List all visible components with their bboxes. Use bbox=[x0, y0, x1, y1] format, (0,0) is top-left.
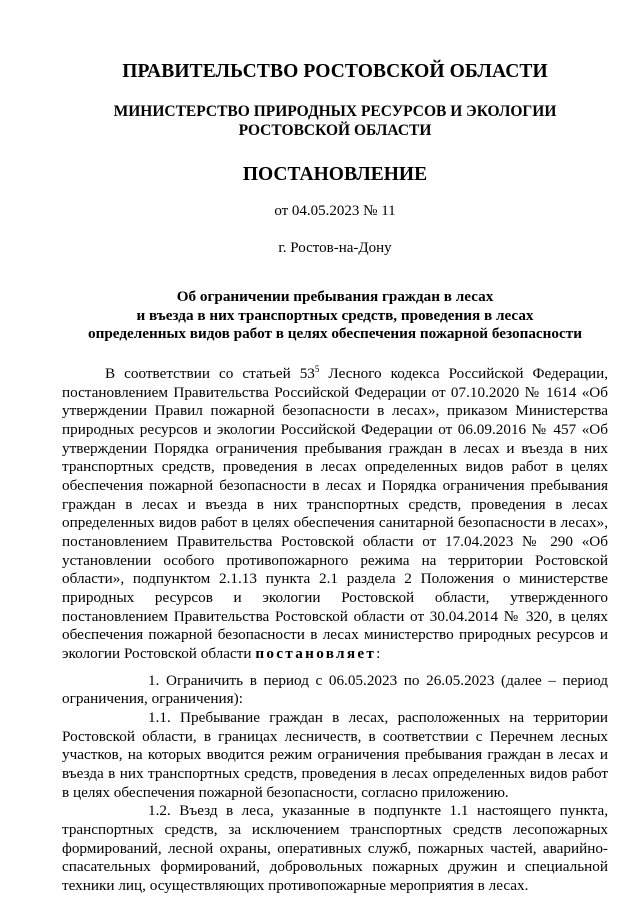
ministry-line-2: РОСТОВСКОЙ ОБЛАСТИ bbox=[238, 122, 432, 139]
preamble-part-2: Лесного кодекса Российской Федерации, постановлением Правительства Российской Федерации от 07.10.2020 № 1614 «Об утверждении Правил пожарной безопасности в лесах», приказом Министерства природных ресурсов и экологии Российской Федерации от 06.09.2016 № 457 «Об утверждении Порядка ограничения пребывания граждан в лесах и въезда в них транспортных средств, проведения в лесах определенных видов работ в целях обеспечения пожарной безопасности в лесах и Порядка ограничения пребывания граждан в лесах и въезда в них транспортных средств, проведения в лесах определенных видов работ в целях обеспечения санитарной безопасности в лесах», постановлением Правительства Ростовской области от 17.04.2023 № 290 «Об установлении особого противопожарного режима на территории Ростовской области», подпунктом 2.1.13 пункта 2.1 раздела 2 Положения о министерстве природных ресурсов и экологии Ростовской области, утвержденного постановлением Правительства Ростовской области от 30.04.2014 № 320, в целях обеспечения пожарной безопасности в лесах министерство природных ресурсов и экологии Ростовской области bbox=[62, 365, 608, 662]
document-title bbox=[62, 288, 608, 344]
item-1-1 bbox=[62, 709, 608, 802]
article-superscript: 5 bbox=[314, 364, 320, 375]
document-body bbox=[62, 365, 608, 895]
title-line-1: Об ограничении пребывания граждан в лесах bbox=[176, 288, 494, 305]
item-1 bbox=[62, 672, 608, 709]
title-line-3: определенных видов работ в целях обеспечения пожарной безопасности bbox=[88, 325, 582, 343]
preamble-part-1: В соответствии со статьей 53 bbox=[105, 365, 315, 383]
preamble-colon: : bbox=[376, 644, 381, 662]
ministry-line-1: МИНИСТЕРСТВО ПРИРОДНЫХ РЕСУРСОВ И ЭКОЛОГИИ bbox=[113, 103, 557, 120]
document-city: г. Ростов-на-Дону bbox=[278, 240, 392, 256]
item-1-2 bbox=[62, 802, 608, 895]
government-heading: ПРАВИТЕЛЬСТВО РОСТОВСКОЙ ОБЛАСТИ bbox=[122, 61, 548, 82]
document-date-number: от 04.05.2023 № 11 bbox=[274, 203, 396, 219]
decree-word: постановляет bbox=[255, 644, 377, 662]
preamble-paragraph bbox=[62, 365, 608, 664]
title-line-2: и въезда в них транспортных средств, проведения в лесах bbox=[136, 306, 534, 324]
item-1-2-number: 1.2. bbox=[148, 802, 171, 820]
item-1-number: 1. bbox=[148, 671, 160, 689]
item-1-1-text: Пребывание граждан в лесах, расположенных на территории Ростовской области, в границах лесничеств, в соответствии с Перечнем лесных участков, на которых вводится режим ограничения пребывания граждан в лесах и въезда в них транспортных средств, проведения в лесах определенных видов работ в целях обеспечения пожарной безопасности, согласно приложению. bbox=[62, 708, 609, 801]
item-1-1-number: 1.1. bbox=[148, 708, 171, 726]
item-1-text: Ограничить в период с 06.05.2023 по 26.05.2023 (далее – период ограничения, ограничения): bbox=[62, 671, 608, 708]
item-1-2-text: Въезд в леса, указанные в подпункте 1.1 настоящего пункта, транспортных средств, за исключением транспортных средств лесопожарных формирований, лесной охраны, оперативных служб, пожарных частей, аварийно-спасательных формирований, добровольных пожарных дружин и специальной техники лиц, осуществляющих противопожарные мероприятия в лесах. bbox=[62, 802, 609, 894]
document-type: ПОСТАНОВЛЕНИЕ bbox=[242, 164, 428, 185]
ministry-heading bbox=[62, 102, 608, 140]
